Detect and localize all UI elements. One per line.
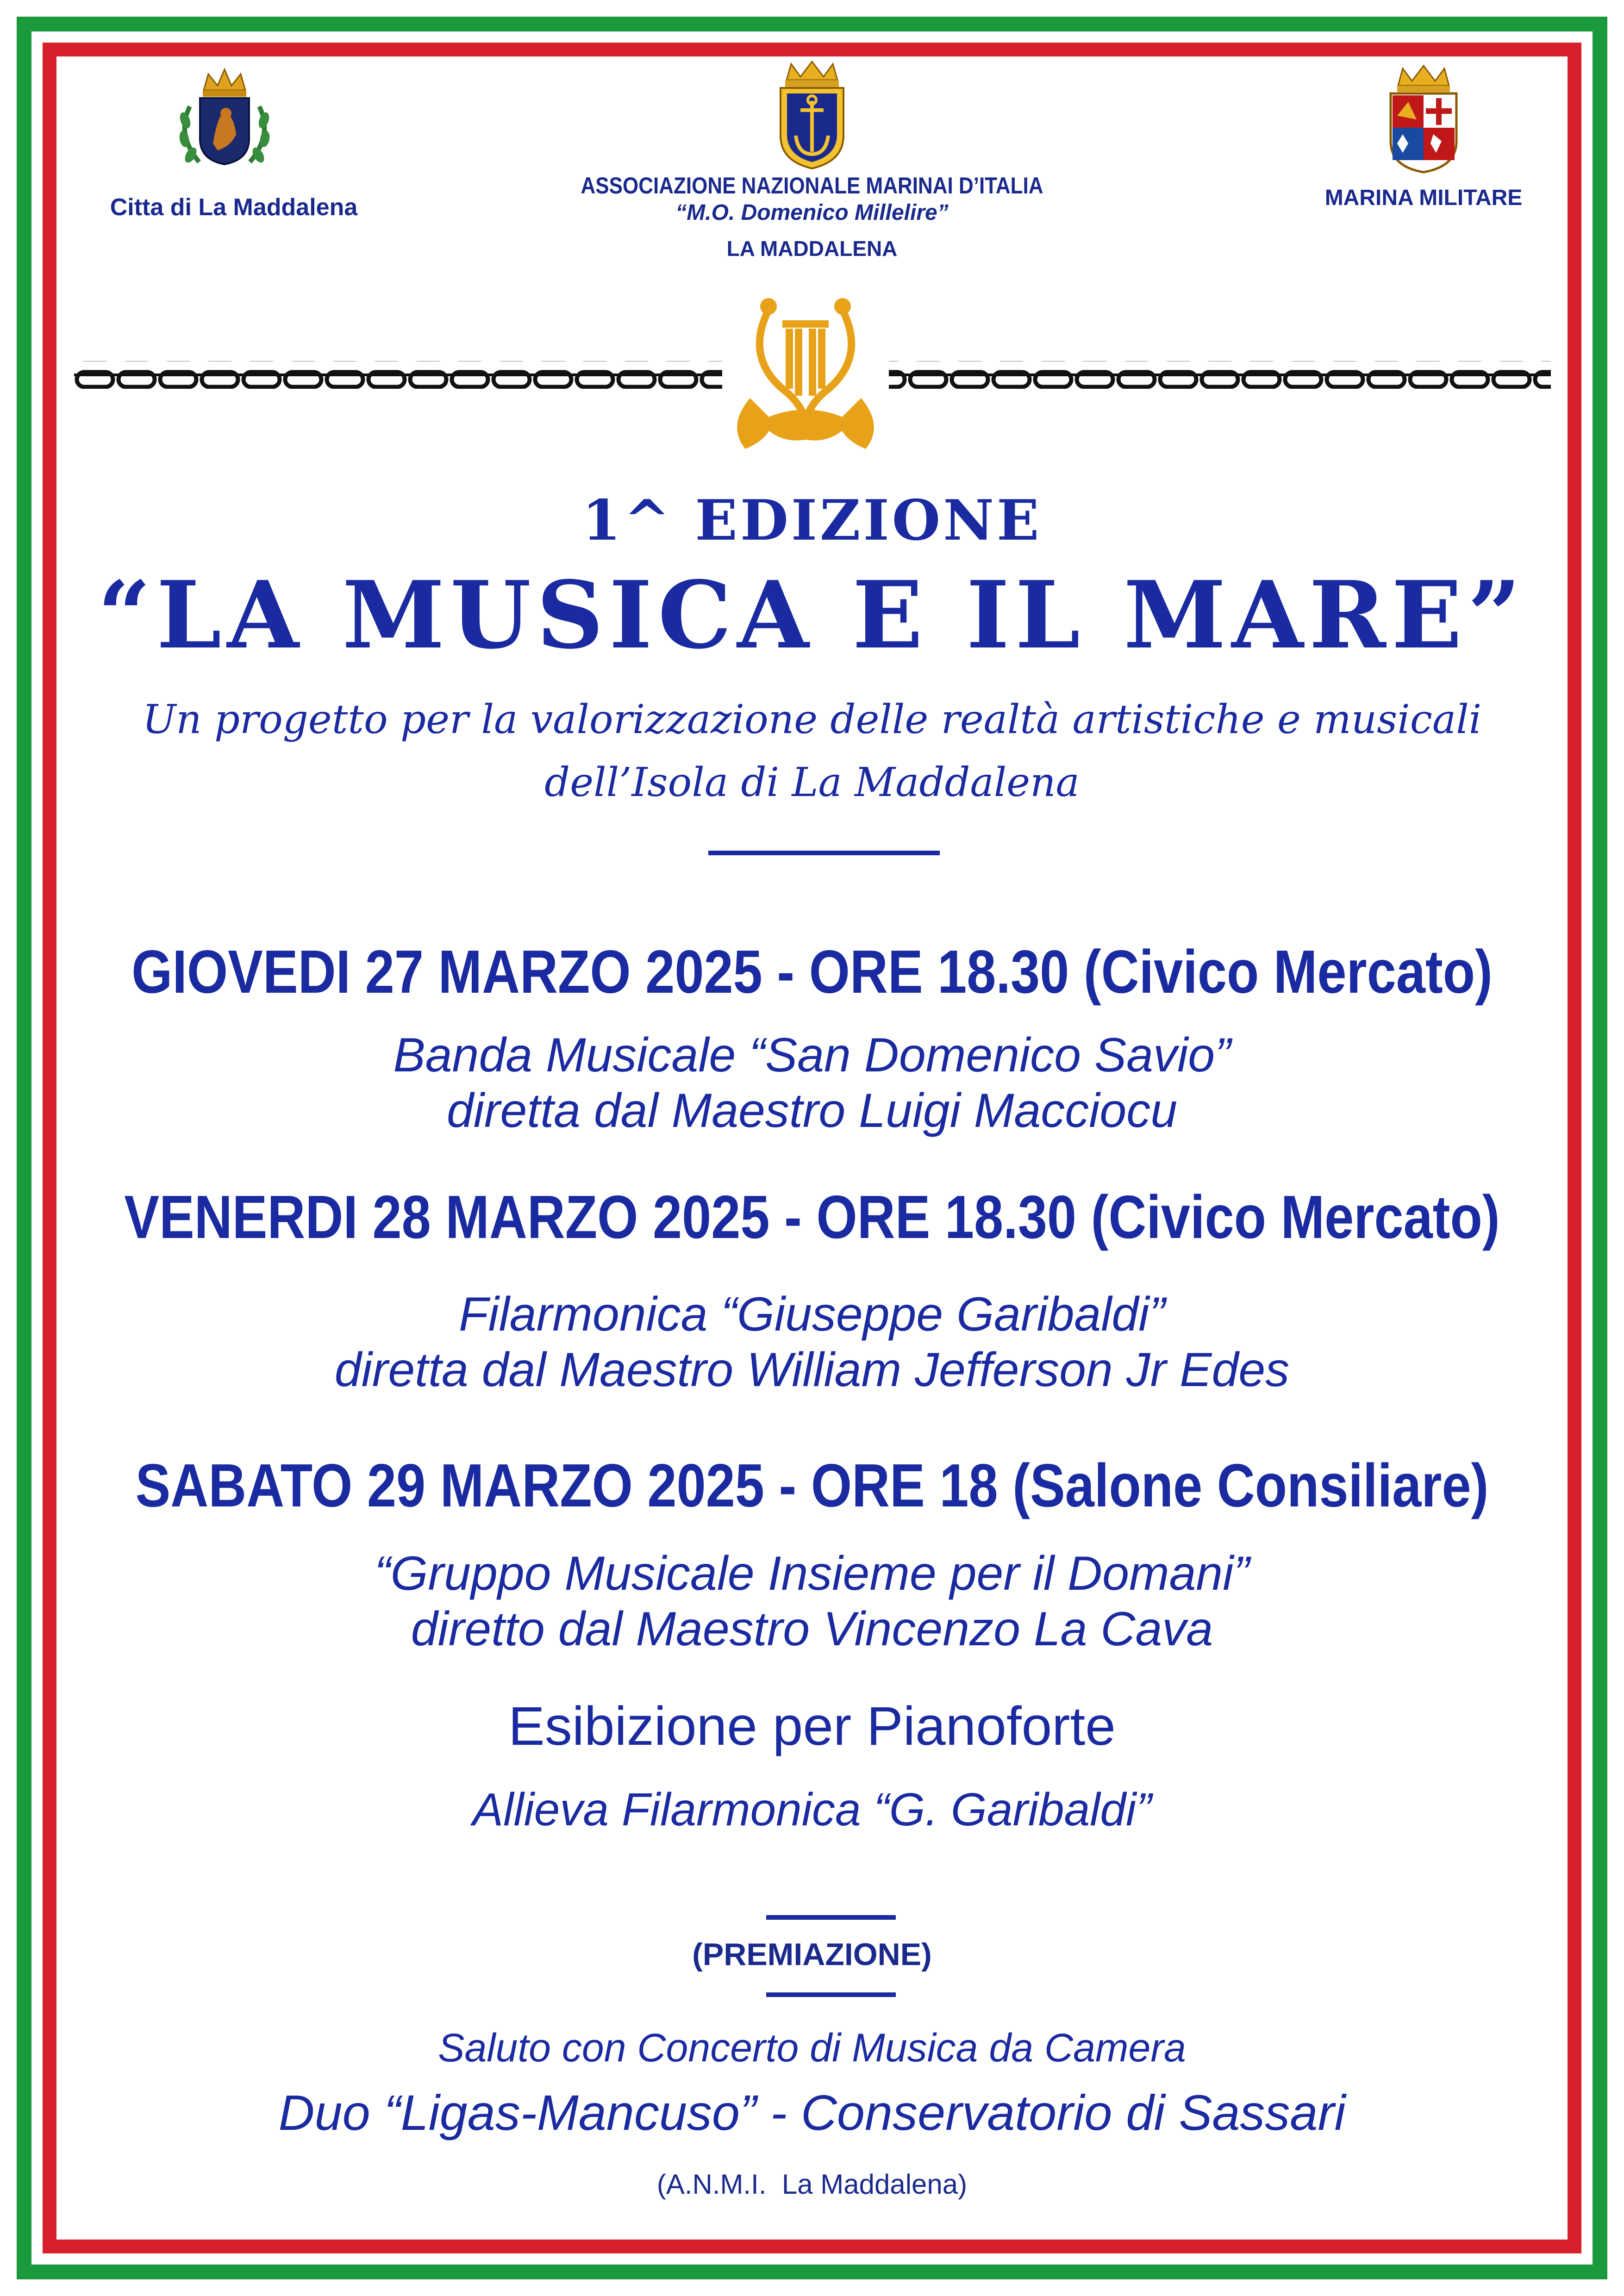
chain-lyre-ornament xyxy=(74,282,1551,458)
event-2-director: diretta dal Maestro William Jefferson Jr Edes xyxy=(334,1343,1290,1397)
event-3-performer: “Gruppo Musicale Insieme per il Domani” xyxy=(374,1547,1250,1600)
event-3-date: SABATO 29 MARZO 2025 - ORE 18 (Salone Consiliare) xyxy=(135,1451,1489,1519)
anmi-subtitle: “M.O. Domenico Millelire” xyxy=(675,200,949,225)
piano-subtitle: Allieva Filarmonica “G. Garibaldi” xyxy=(472,1784,1152,1836)
event-1-director: diretta dal Maestro Luigi Macciocu xyxy=(446,1084,1178,1138)
anmi-crest-logo xyxy=(775,59,849,170)
anchor-shield-icon xyxy=(775,59,849,170)
event-3-director: diretto dal Maestro Vincenzo La Cava xyxy=(411,1602,1213,1656)
anmi-title: ASSOCIAZIONE NAZIONALE MARINAI D’ITALIA xyxy=(581,173,1043,199)
edition-label: 1^ EDIZIONE xyxy=(582,488,1042,553)
closing-line-1: Saluto con Concerto di Musica da Camera xyxy=(438,2026,1186,2070)
navy-shield-icon xyxy=(1384,65,1463,174)
subtitle-line-2: dell’Isola di La Maddalena xyxy=(544,759,1080,806)
anmi-city: LA MADDALENA xyxy=(726,236,898,261)
city-logo-label: Citta di La Maddalena xyxy=(110,194,358,221)
subtitle-line-1: Un progetto per la valorizzazione delle realtà artistiche e musicali xyxy=(142,697,1482,743)
title-divider xyxy=(708,851,940,855)
chain-lyre-icon xyxy=(74,282,1551,458)
premiazione-rule-top xyxy=(766,1915,896,1920)
event-2-date: VENERDI 28 MARZO 2025 - ORE 18.30 (Civico Mercato) xyxy=(124,1183,1500,1251)
premiazione-rule-bottom xyxy=(766,1992,896,1997)
marina-militare-logo xyxy=(1384,65,1463,174)
event-1-date: GIOVEDI 27 MARZO 2025 - ORE 18.30 (Civico Mercato) xyxy=(131,938,1493,1006)
city-crest-icon xyxy=(171,65,278,171)
event-1-performer: Banda Musicale “San Domenico Savio” xyxy=(393,1028,1231,1082)
marina-logo-label: MARINA MILITARE xyxy=(1324,186,1523,210)
main-title: “LA MUSICA E IL MARE” xyxy=(97,561,1527,670)
footer-credit: (A.N.M.I. La Maddalena) xyxy=(656,2169,968,2200)
event-2-performer: Filarmonica “Giuseppe Garibaldi” xyxy=(459,1288,1165,1341)
piano-title: Esibizione per Pianoforte xyxy=(508,1696,1116,1757)
premiazione-label: (PREMIAZIONE) xyxy=(692,1937,932,1972)
city-crest-logo xyxy=(171,65,278,171)
closing-line-2: Duo “Ligas-Mancuso” - Conservatorio di Sassari xyxy=(278,2084,1346,2140)
